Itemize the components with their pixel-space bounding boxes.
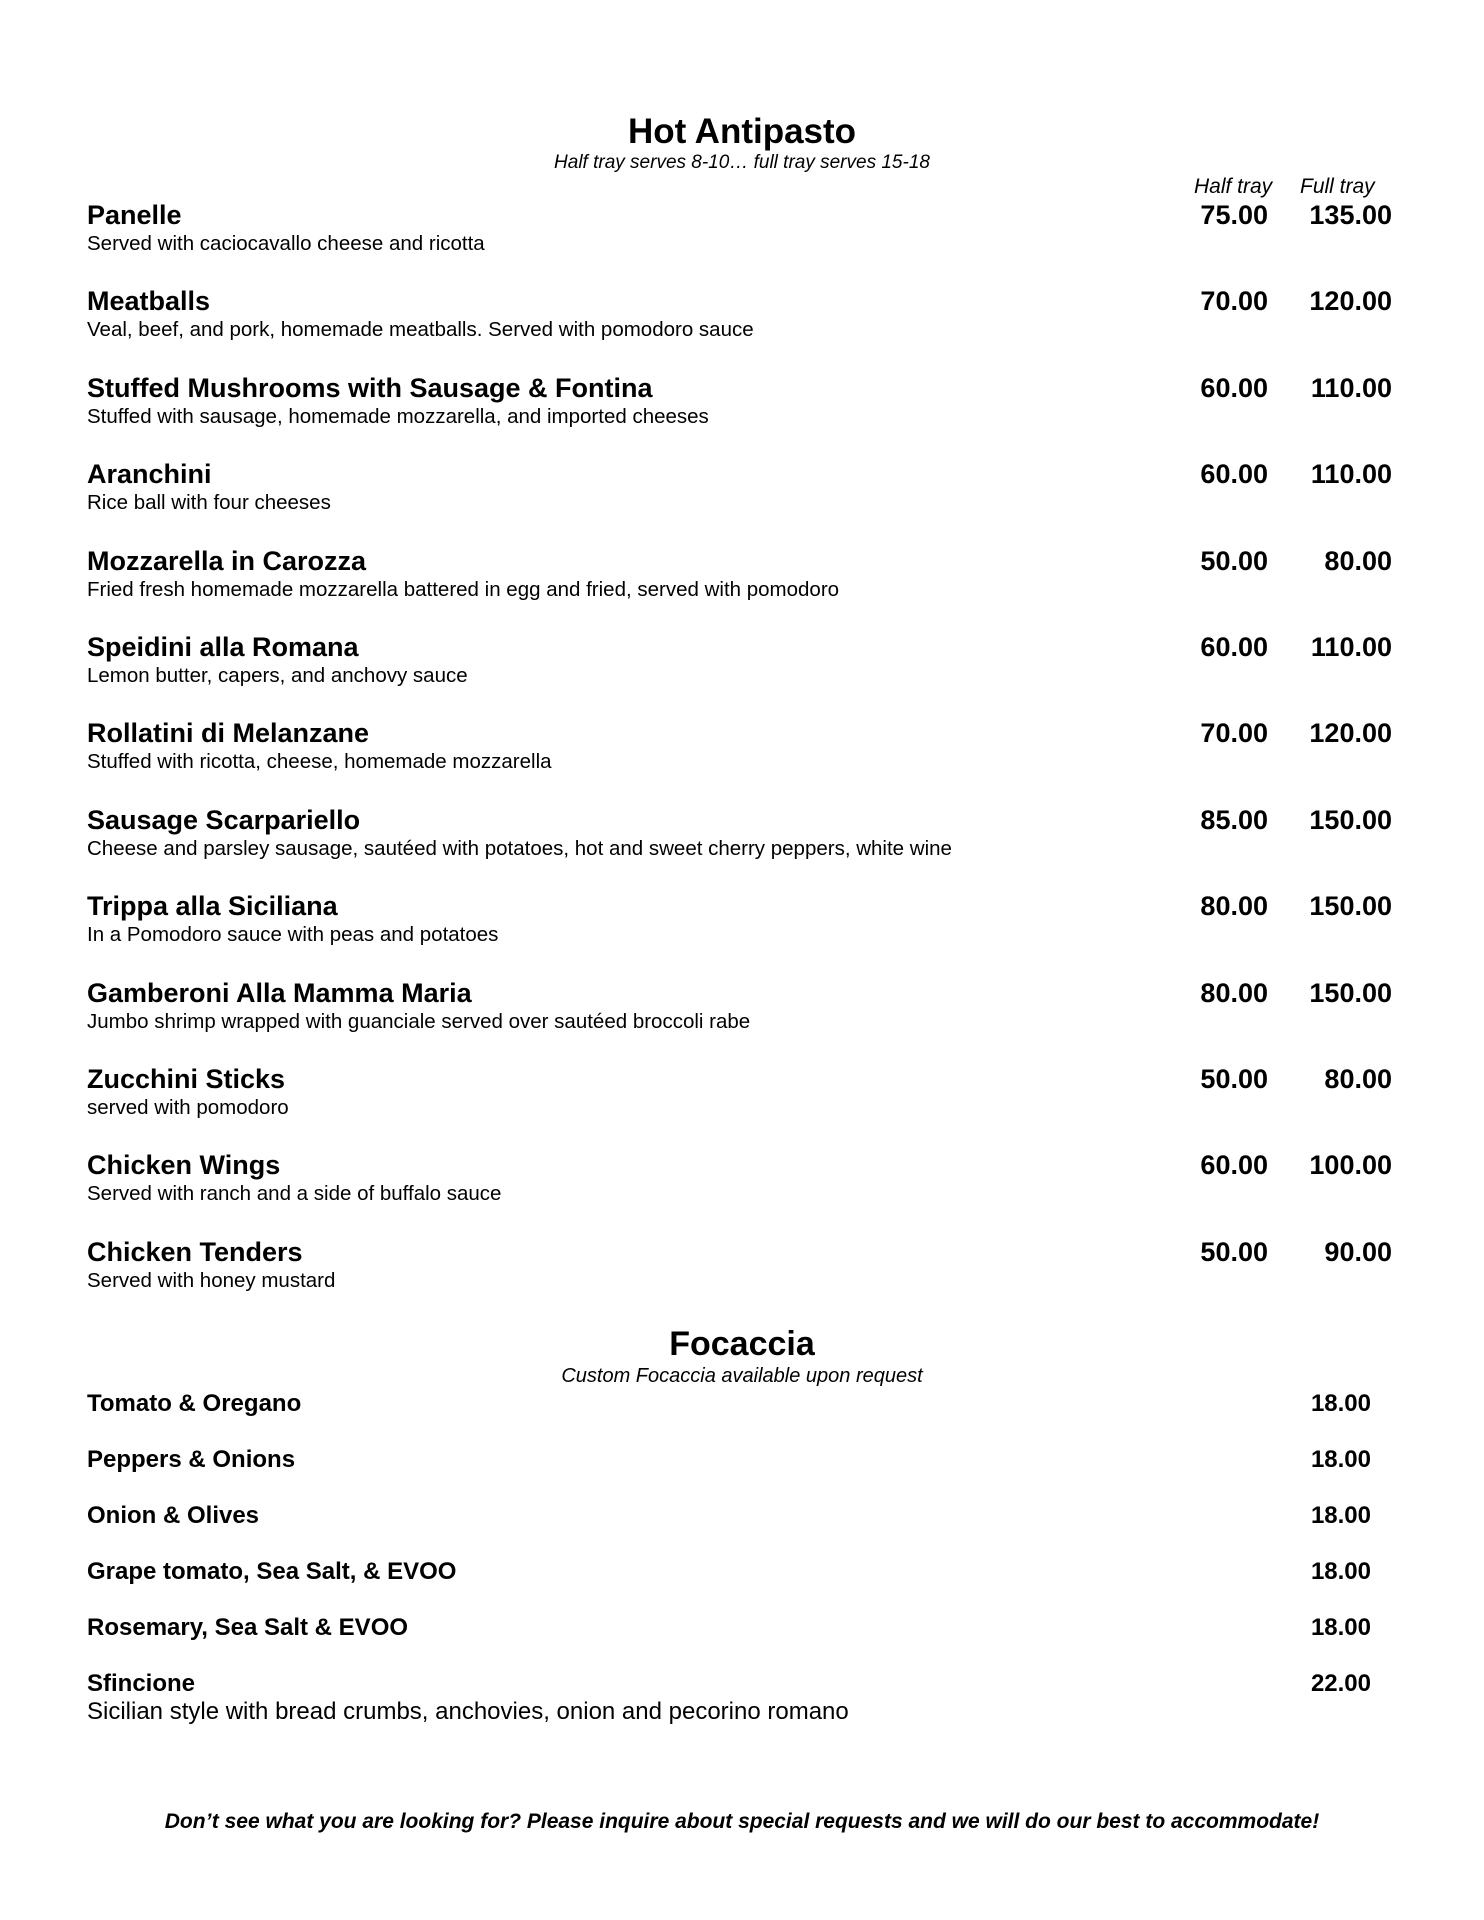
menu-item-name: Meatballs (87, 286, 211, 317)
menu-item-name: Sausage Scarpariello (87, 804, 361, 835)
focaccia-item-price: 18.00 (1310, 1558, 1371, 1585)
menu-item-half-tray-price: 50.00 (1200, 1236, 1268, 1267)
focaccia-item-price: 18.00 (1310, 1502, 1371, 1529)
menu-item-full-tray-price: 100.00 (1309, 1150, 1392, 1181)
column-header-half-tray: Half tray (1194, 175, 1273, 198)
focaccia-item-name: Rosemary, Sea Salt & EVOO (87, 1614, 409, 1641)
menu-item-name: Gamberoni Alla Mamma Maria (87, 977, 472, 1008)
menu-item-full-tray-price: 90.00 (1324, 1236, 1392, 1267)
focaccia-item-price: 18.00 (1310, 1390, 1371, 1417)
section-title-hot-antipasto: Hot Antipasto (627, 112, 857, 151)
menu-item-half-tray-price: 75.00 (1200, 200, 1268, 230)
menu-item-name: Speidini alla Romana (87, 632, 359, 662)
menu-item-full-tray-price: 110.00 (1310, 372, 1392, 403)
section-subtitle-focaccia: Custom Focaccia available upon request (561, 1365, 923, 1387)
menu-item-name: Panelle (87, 200, 182, 230)
menu-item-description: Lemon butter, capers, and anchovy sauce (87, 664, 468, 687)
focaccia-item-name: Grape tomato, Sea Salt, & EVOO (87, 1558, 457, 1585)
menu-item-name: Rollatini di Melanzane (87, 718, 370, 749)
menu-item-half-tray-price: 50.00 (1200, 545, 1268, 576)
menu-item-half-tray-price: 60.00 (1200, 459, 1268, 490)
focaccia-item-description: Sicilian style with bread crumbs, anchovies, onion and pecorino romano (87, 1698, 849, 1725)
menu-item-description: Cheese and parsley sausage, sautéed with potatoes, hot and sweet cherry peppers, white wine (87, 836, 952, 860)
footer-note: Don’t see what you are looking for? Please inquire about special requests and we will do our best to accommodate! (164, 1810, 1320, 1833)
menu-item-description: Rice ball with four cheeses (87, 491, 331, 515)
menu-item-half-tray-price: 85.00 (1200, 804, 1268, 835)
menu-item-half-tray-price: 80.00 (1200, 977, 1268, 1008)
menu-item-full-tray-price: 110.00 (1310, 459, 1392, 490)
column-header-full-tray: Full tray (1300, 175, 1375, 198)
menu-item-full-tray-price: 150.00 (1309, 891, 1392, 922)
section-subtitle-hot-antipasto: Half tray serves 8-10… full tray serves 15-18 (554, 152, 930, 173)
menu-item-name: Aranchini (87, 459, 212, 490)
menu-item-full-tray-price: 150.00 (1309, 804, 1392, 835)
section-title-focaccia: Focaccia (669, 1325, 815, 1363)
menu-item-description: Served with ranch and a side of buffalo sauce (87, 1182, 502, 1206)
menu-item-full-tray-price: 150.00 (1309, 977, 1392, 1008)
menu-item-half-tray-price: 60.00 (1200, 1150, 1268, 1181)
menu-item-half-tray-price: 60.00 (1200, 632, 1268, 662)
menu-item-name: Mozzarella in Carozza (87, 545, 367, 576)
menu-item-name: Trippa alla Siciliana (87, 891, 338, 922)
menu-item-description: Served with caciocavallo cheese and ricotta (87, 232, 485, 255)
menu-item-full-tray-price: 120.00 (1309, 718, 1392, 749)
menu-item-half-tray-price: 80.00 (1200, 891, 1268, 922)
menu-item-half-tray-price: 60.00 (1200, 372, 1268, 403)
menu-item-name: Chicken Tenders (87, 1236, 303, 1267)
focaccia-item-price: 18.00 (1310, 1446, 1371, 1473)
focaccia-item-price: 22.00 (1310, 1670, 1371, 1697)
menu-item-description: Stuffed with ricotta, cheese, homemade mozzarella (87, 750, 552, 774)
focaccia-item-price: 18.00 (1310, 1614, 1371, 1641)
menu-item-description: Jumbo shrimp wrapped with guanciale served over sautéed broccoli rabe (87, 1009, 751, 1033)
focaccia-item-name: Onion & Olives (87, 1502, 260, 1529)
menu-item-full-tray-price: 80.00 (1324, 545, 1392, 576)
menu-item-name: Chicken Wings (87, 1150, 281, 1181)
menu-item-full-tray-price: 110.00 (1310, 632, 1392, 662)
focaccia-item-name: Tomato & Oregano (87, 1390, 302, 1417)
focaccia-item-name: Sfincione (87, 1670, 196, 1697)
menu-item-name: Zucchini Sticks (87, 1064, 286, 1094)
menu-item-full-tray-price: 120.00 (1309, 286, 1392, 317)
menu-item-half-tray-price: 70.00 (1200, 718, 1268, 749)
focaccia-item-name: Peppers & Onions (87, 1446, 296, 1473)
menu-item-description: In a Pomodoro sauce with peas and potatoes (87, 923, 499, 947)
menu-item-half-tray-price: 70.00 (1200, 286, 1268, 317)
menu-item-full-tray-price: 135.00 (1309, 200, 1392, 230)
menu-item-description: served with pomodoro (87, 1096, 289, 1119)
menu-item-full-tray-price: 80.00 (1324, 1064, 1392, 1094)
menu-item-description: Served with honey mustard (87, 1268, 336, 1292)
menu-item-description: Fried fresh homemade mozzarella battered in egg and fried, served with pomodoro (87, 577, 840, 601)
menu-item-name: Stuffed Mushrooms with Sausage & Fontina (87, 372, 653, 403)
menu-item-half-tray-price: 50.00 (1200, 1064, 1268, 1094)
menu-item-description: Stuffed with sausage, homemade mozzarella, and imported cheeses (87, 404, 709, 428)
menu-item-description: Veal, beef, and pork, homemade meatballs. Served with pomodoro sauce (87, 318, 754, 342)
